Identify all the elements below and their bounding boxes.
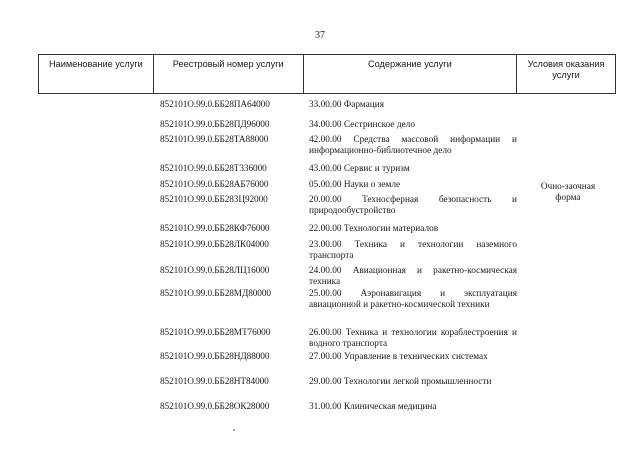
registry-code: 852101О.99.0.ББ283Ц92000 (160, 195, 268, 205)
service-content: 34.00.00 Сестринское дело (309, 120, 415, 130)
header-service-content: Содержание услуги (303, 55, 517, 94)
registry-code: 852101О.99.0.ББ28НТ84000 (160, 377, 269, 387)
service-content: 23.00.00 Техника и технологии наземного транспорта (309, 240, 517, 261)
service-content: 43.00.00 Сервис и туризм (309, 164, 410, 174)
registry-code: 852101О.99.0.ББ28АБ76000 (160, 180, 269, 190)
service-content: 05.00.00 Науки о земле (309, 180, 401, 190)
service-content: 42.00.00 Средства массовой информации и информационно-библиотечное дело (309, 135, 517, 156)
service-content: 29.00.00 Технологии легкой промышленности (309, 377, 492, 387)
page-number: 37 (315, 30, 325, 41)
service-content: 27.00.00 Управление в технических системах (309, 352, 488, 362)
header-service-conditions: Условия оказания услуги (517, 55, 616, 94)
header-registry-number: Реестровый номер услуги (153, 55, 303, 94)
registry-code: 852101О.99.0.ББ28Т336000 (160, 164, 267, 174)
registry-code: 852101О.99.0.ББ28КФ76000 (160, 224, 270, 234)
scan-speck (233, 429, 235, 431)
service-content: 24.00.00 Авиационная и ракетно-космическая техника (309, 266, 517, 287)
service-content: 26.00.00 Техника и технологии кораблестроения и водного транспорта (309, 328, 517, 349)
service-content: 33.00.00 Фармация (309, 100, 385, 110)
service-content: 25.00.00 Аэронавигация и эксплуатация авиационной и ракетно-космической техники (309, 289, 517, 310)
registry-code: 852101О.99.0.ББ28ЛК04000 (160, 240, 269, 250)
registry-code: 852101О.99.0.ББ28МТ76000 (160, 328, 271, 338)
registry-code: 852101О.99.0.ББ28НД88000 (160, 352, 270, 362)
registry-code: 852101О.99.0.ББ28ПД96000 (160, 120, 270, 130)
service-content: 22.00.00 Технологии материалов (309, 224, 439, 234)
service-content: 20.00.00 Техносферная безопасность и природообустройство (309, 195, 517, 216)
services-table-header (38, 54, 616, 94)
registry-code: 852101О.99.0.ББ28ОК28000 (160, 402, 270, 412)
service-content: 31.00.00 Клиническая медицина (309, 402, 437, 412)
service-conditions: Очно-заочная форма (540, 182, 596, 203)
registry-code: 852101О.99.0.ББ28ЛЦ16000 (160, 266, 270, 276)
registry-code: 852101О.99.0.ББ28МД80000 (160, 289, 271, 299)
header-service-name: Наименование услуги (39, 55, 154, 94)
registry-code: 852101О.99.0.ББ28ТА88000 (160, 135, 269, 145)
registry-code: 852101О.99.0.ББ28ПА64000 (160, 100, 270, 110)
